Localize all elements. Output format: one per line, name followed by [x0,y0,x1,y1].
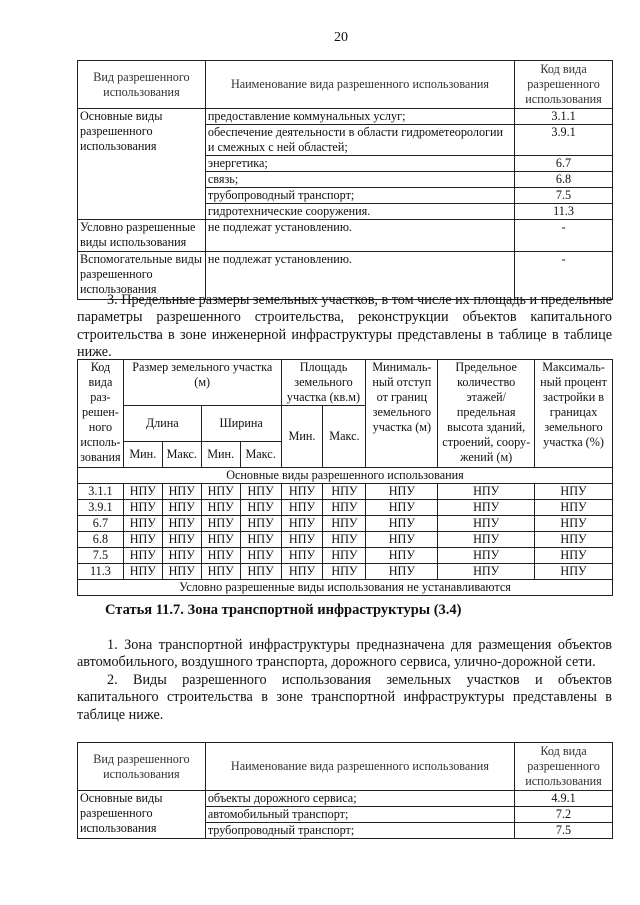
row-value: НПУ [366,532,438,548]
row-value: НПУ [281,516,323,532]
row-value: НПУ [438,564,535,580]
use-code: 6.8 [515,172,613,188]
row-value: НПУ [201,500,240,516]
use-code: 7.5 [515,188,613,204]
header-cell-1: Наименование вида разрешенного использования [205,61,514,109]
use-name: объекты дорожного сервиса; [205,791,514,807]
row-value: НПУ [366,548,438,564]
row-value: НПУ [240,500,281,516]
use-code: 4.9.1 [515,791,613,807]
use-code: 3.9.1 [515,125,613,156]
row-value: НПУ [366,500,438,516]
use-name: не подлежат установлению. [205,252,514,300]
header-area-max: Макс. [323,406,366,468]
table-row [78,548,613,564]
row-value: НПУ [323,484,366,500]
table-row [78,109,613,125]
row-value: НПУ [438,484,535,500]
table-row [78,220,613,252]
use-type: Вспомогательные виды разрешенного использования [78,252,206,300]
row-value: НПУ [535,548,613,564]
row-value: НПУ [162,564,201,580]
use-type: Условно разрешенные виды использования [78,220,206,252]
row-value: НПУ [281,532,323,548]
header-code: Код вида раз-решен-ного исполь-зования [78,360,124,468]
row-value: НПУ [438,532,535,548]
row-value: НПУ [438,516,535,532]
row-value: НПУ [240,484,281,500]
row-value: НПУ [201,532,240,548]
row-value: НПУ [123,484,162,500]
row-value: НПУ [162,516,201,532]
row-value: НПУ [123,516,162,532]
use-name: трубопроводный транспорт; [205,188,514,204]
row-value: НПУ [323,516,366,532]
row-value: НПУ [123,532,162,548]
row-value: НПУ [438,548,535,564]
header-cell-0: Вид разрешенного использования [78,61,206,109]
use-name: предоставление коммунальных услуг; [205,109,514,125]
use-name: гидротехнические сооружения. [205,204,514,220]
table-row [78,484,613,500]
article-paragraph-1: 1. Зона транспортной инфраструктуры предназначена для размещения объектов автомобильного, воздушного транспорта, дорожного сервиса, улично-дорожной сети. [77,637,612,671]
use-name: энергетика; [205,156,514,172]
use-code: 6.7 [515,156,613,172]
row-value: НПУ [323,564,366,580]
row-value: НПУ [281,484,323,500]
row-value: НПУ [123,500,162,516]
use-code: - [515,220,613,252]
table-row [78,791,613,807]
header-length: Длина [123,406,201,442]
row-value: НПУ [281,500,323,516]
section-conditional: Условно разрешенные виды использования не устанавливаются [78,580,613,596]
row-value: НПУ [123,564,162,580]
row-value: НПУ [366,564,438,580]
section-main: Основные виды разрешенного использования [78,468,613,484]
header-area-min: Мин. [281,406,323,468]
article-paragraph-2: 2. Виды разрешенного использования земельных участков и объектов капитального строительства в зоне транспортной инфраструктуры представлены в таблице ниже. [77,671,612,723]
row-value: НПУ [366,516,438,532]
header-cell-2: Код вида разрешенного использования [515,743,613,791]
row-value: НПУ [323,548,366,564]
header-percent: Максималь-ный процент застройки в границах земельного участка (%) [535,360,613,468]
row-code: 6.8 [78,532,124,548]
use-type: Основные виды разрешенного использования [78,109,206,220]
header-cell-2: Код вида разрешенного использования [515,61,613,109]
row-value: НПУ [162,532,201,548]
row-value: НПУ [123,548,162,564]
row-value: НПУ [240,548,281,564]
row-value: НПУ [201,564,240,580]
header-width: Ширина [201,406,281,442]
row-value: НПУ [240,532,281,548]
use-name: обеспечение деятельности в области гидрометеорологии и смежных с ней областей; [205,125,514,156]
use-type: Основные виды разрешенного использования [78,791,206,839]
header-area: Площадь земельного участка (кв.м) [281,360,366,406]
row-value: НПУ [162,484,201,500]
parameters-table [77,359,613,596]
use-code: - [515,252,613,300]
table-row [78,500,613,516]
page-number: 20 [334,30,348,45]
header-length-max: Макс. [162,442,201,468]
table-row [78,532,613,548]
row-value: НПУ [535,500,613,516]
row-code: 6.7 [78,516,124,532]
row-code: 7.5 [78,548,124,564]
row-value: НПУ [162,500,201,516]
use-code: 7.5 [515,823,613,839]
row-value: НПУ [201,516,240,532]
table-row [78,564,613,580]
row-value: НПУ [535,516,613,532]
row-value: НПУ [162,548,201,564]
use-code: 7.2 [515,807,613,823]
header-width-min: Мин. [201,442,240,468]
row-value: НПУ [281,548,323,564]
table-row [78,516,613,532]
use-name: связь; [205,172,514,188]
article-body [77,637,612,724]
land-use-table-transport [77,742,613,839]
row-value: НПУ [438,500,535,516]
use-name: не подлежат установлению. [205,220,514,252]
row-value: НПУ [281,564,323,580]
row-value: НПУ [366,484,438,500]
use-name: трубопроводный транспорт; [205,823,514,839]
row-value: НПУ [323,532,366,548]
row-code: 3.1.1 [78,484,124,500]
row-value: НПУ [240,516,281,532]
use-code: 11.3 [515,204,613,220]
row-value: НПУ [201,484,240,500]
header-setback: Минималь-ный отступ от границ земельного участка (м) [366,360,438,468]
header-length-min: Мин. [123,442,162,468]
header-width-max: Макс. [240,442,281,468]
header-floors: Предельное количество этажей/ предельная высота зданий, строений, соору-жений (м) [438,360,535,468]
article-heading: Статья 11.7. Зона транспортной инфраструктуры (3.4) [105,602,462,618]
header-cell-0: Вид разрешенного использования [78,743,206,791]
paragraph-3: 3. Предельные размеры земельных участков, в том числе их площадь и предельные параметры разрешенного строительства, реконструкции объектов капитального строительства в зоне инженерной инфраструктуры представлены в таблице в таблице ниже. [77,292,612,361]
row-value: НПУ [240,564,281,580]
header-size: Размер земельного участка (м) [123,360,281,406]
row-code: 3.9.1 [78,500,124,516]
header-row [78,61,613,109]
header-row [78,743,613,791]
land-use-table-engineering [77,60,613,300]
row-value: НПУ [201,548,240,564]
row-value: НПУ [535,484,613,500]
row-value: НПУ [535,564,613,580]
row-value: НПУ [535,532,613,548]
use-code: 3.1.1 [515,109,613,125]
row-value: НПУ [323,500,366,516]
row-code: 11.3 [78,564,124,580]
header-cell-1: Наименование вида разрешенного использования [205,743,514,791]
use-name: автомобильный транспорт; [205,807,514,823]
